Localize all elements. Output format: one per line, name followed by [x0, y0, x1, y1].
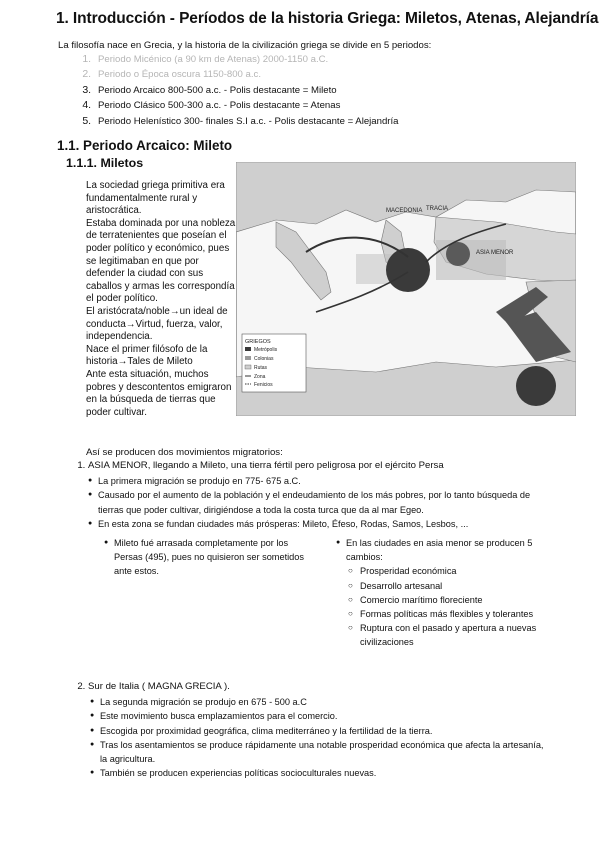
- intro-text: La filosofía nace en Grecia, y la historia de la civilización griega se divide en 5 periodos:: [58, 40, 432, 51]
- paragraph: El aristócrata/noble→un ideal de conducta→Virtud, fuerza, valor, independencia.: [86, 305, 228, 343]
- migration-bullets: [90, 695, 550, 780]
- period-item: 2. Periodo o Época oscura 1150-800 a.c.: [94, 67, 399, 82]
- section-heading: 1.1. Periodo Arcaico: Mileto: [57, 138, 233, 153]
- change-item: ○ Formas políticas más flexibles y tolerantes: [348, 607, 556, 621]
- migration-bullets: [88, 474, 553, 531]
- map-label: ASIA MENOR: [476, 250, 514, 256]
- persian-note: [104, 536, 314, 579]
- bullet-item: ● La segunda migración se produjo en 675 - 500 a.C: [90, 695, 550, 709]
- migrations-intro: Así se producen dos movimientos migratorios:: [86, 447, 283, 458]
- bullet-item: ● En las ciudades en asia menor se producen 5 cambios:: [336, 536, 556, 564]
- map-legend-item: Rutas: [254, 365, 268, 371]
- migration-list-1: [60, 459, 553, 531]
- changes-box: [336, 536, 556, 650]
- map-label: TRACIA: [426, 206, 449, 212]
- bullet-item: ● Escogida por proximidad geográfica, clima mediterráneo y la fertilidad de la tierra.: [90, 724, 550, 738]
- change-item: ○ Ruptura con el pasado y apertura a nuevas civilizaciones: [348, 621, 556, 649]
- migration-item: [88, 680, 550, 780]
- period-item: 5. Periodo Helenístico 300- finales S.I a.c. - Polis destacante = Alejandría: [94, 114, 399, 129]
- period-item: 1. Periodo Micénico (a 90 km de Atenas) 2000-1150 a.C.: [94, 52, 399, 67]
- map-label: MACEDONIA: [386, 208, 423, 214]
- map-legend-item: Metrópolis: [254, 347, 278, 353]
- left-text-column: [86, 180, 236, 419]
- change-item: ○ Desarrollo artesanal: [348, 579, 556, 593]
- period-item: 4. Periodo Clásico 500-300 a.c. - Polis destacante = Atenas: [94, 98, 399, 113]
- periods-list: [60, 52, 399, 129]
- map-legend-title: GRIEGOS: [245, 339, 271, 345]
- paragraph: Nace el primer filósofo de la historia→Tales de Mileto: [86, 343, 208, 368]
- paragraph: Ante esta situación, muchos pobres y descontentos emigraron en la búsqueda de tierras que poder cultivar.: [86, 368, 232, 418]
- bullet-item: ● También se producen experiencias políticas socioculturales nuevas.: [90, 766, 550, 780]
- bullet-item: ● Este movimiento busca emplazamientos para el comercio.: [90, 709, 550, 723]
- migration-title: ASIA MENOR, llegando a Mileto, una tierra fértil pero peligrosa por el ejército Persa: [88, 460, 444, 471]
- map-legend-item: Zona: [254, 374, 266, 380]
- change-item: ○ Comercio marítimo floreciente: [348, 593, 556, 607]
- bullet-item: ● En esta zona se fundan ciudades más prósperas: Mileto, Éfeso, Rodas, Samos, Lesbos, ...: [88, 517, 553, 531]
- map-legend-item: Fenicios: [254, 382, 273, 388]
- page-title: 1. Introducción - Períodos de la historia Griega: Miletos, Atenas, Alejandría: [56, 10, 599, 27]
- bullet-item: ● Causado por el aumento de la población y el endeudamiento de los más pobres, por lo tanto búsqueda de tierras que poder cultivar, dirigiéndose a toda la costa turca que da al mar Egeo.: [88, 488, 553, 516]
- change-item: ○ Prosperidad económica: [348, 564, 556, 578]
- greek-colonization-map: [236, 162, 576, 416]
- changes-intro-list: [336, 536, 556, 564]
- migration-list-2: [60, 680, 550, 780]
- subsection-heading: 1.1.1. Miletos: [66, 156, 144, 170]
- period-item: 3. Periodo Arcaico 800-500 a.c. - Polis destacante = Mileto: [94, 83, 399, 98]
- bullet-item: ● La primera migración se produjo en 775- 675 a.C.: [88, 474, 553, 488]
- migration-item: [88, 459, 553, 531]
- map-metropolis: [386, 248, 430, 292]
- paragraph: La sociedad griega primitiva era fundamentalmente rural y aristocrática.: [86, 180, 225, 217]
- bullet-item: ● Mileto fué arrasada completamente por los Persas (495), pues no quisieron ser sometidos ante estos.: [104, 536, 314, 579]
- bullet-item: ● Tras los asentamientos se produce rápidamente una notable prosperidad económica que afecta la artesanía, la agricultura.: [90, 738, 550, 766]
- migration-title: Sur de Italia ( MAGNA GRECIA ).: [88, 681, 230, 692]
- changes-list: [348, 564, 556, 649]
- map-metropolis: [516, 366, 556, 406]
- persian-note-list: [104, 536, 314, 579]
- paragraph: Estaba dominada por una nobleza de terratenientes que poseían el poder político y económico, pues se legitimaban en que por defender la ciudad con sus caballos y armas les correspondía el poder político.: [86, 217, 236, 305]
- map-legend-item: Colonias: [254, 356, 274, 362]
